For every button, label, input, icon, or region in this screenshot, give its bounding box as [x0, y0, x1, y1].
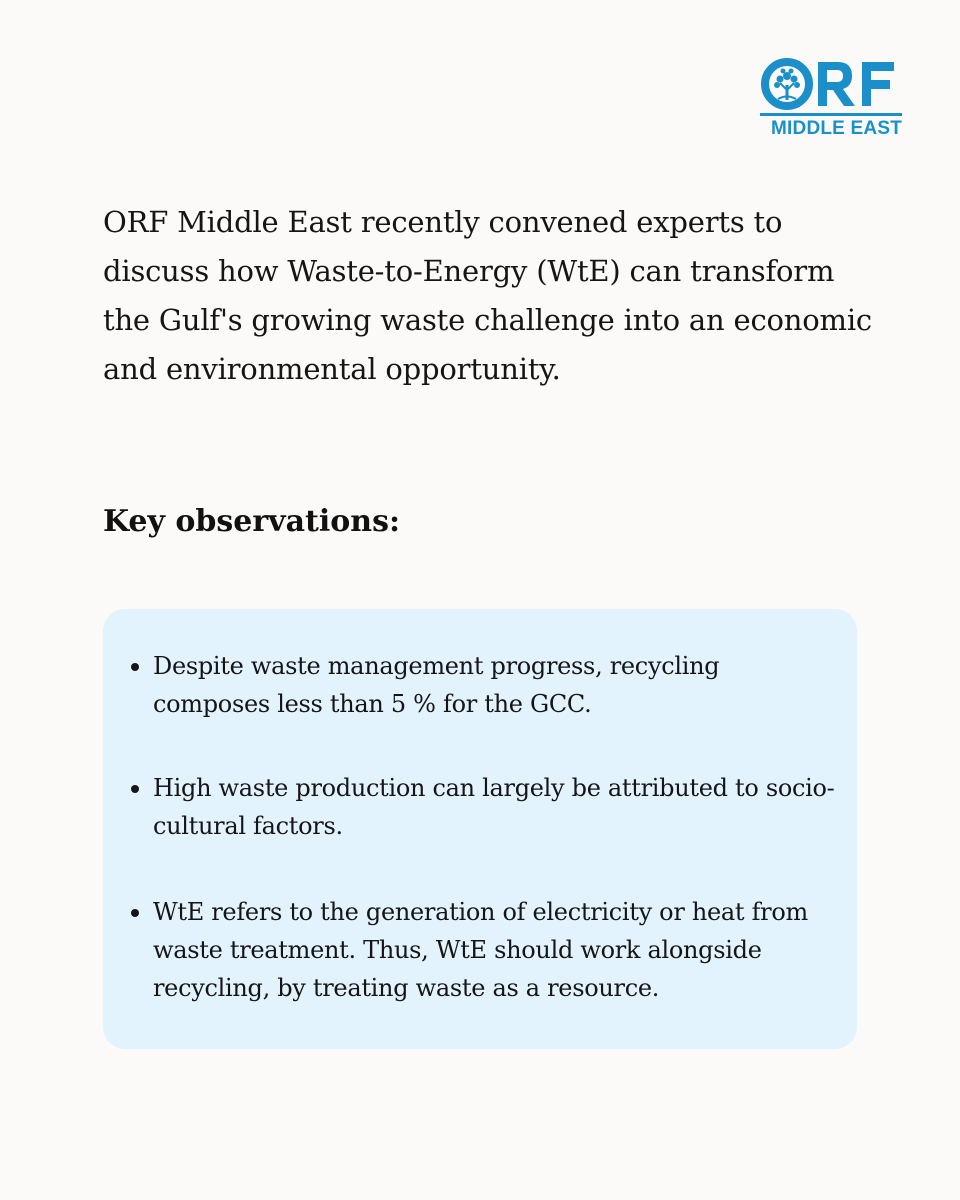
bullet-icon — [131, 909, 139, 917]
observation-text: Despite waste management progress, recycling composes less than 5 % for the GCC. — [153, 652, 720, 718]
key-observations-heading — [103, 500, 400, 544]
observation-item-1 — [153, 647, 843, 723]
tree-icon — [774, 69, 800, 101]
intro-paragraph: ORF Middle East recently convened experts to discuss how Waste-to-Energy (WtE) can transform the Gulf's growing waste challenge into an economic and environmental opportunity. — [103, 205, 872, 386]
logo-subtitle: MIDDLE EAST — [771, 118, 902, 139]
key-observations-title: Key observations — [103, 504, 389, 539]
key-observations-colon: : — [388, 504, 401, 539]
bullet-icon — [131, 663, 139, 671]
orf-logo-mark — [760, 55, 902, 113]
logo-divider — [760, 113, 902, 116]
observation-item-3 — [153, 893, 843, 1007]
bullet-icon — [131, 785, 139, 793]
observation-item-2 — [153, 769, 843, 845]
observation-text: High waste production can largely be attributed to socio-cultural factors. — [153, 774, 835, 840]
observations-card — [103, 609, 857, 1049]
observation-text: WtE refers to the generation of electricity or heat from waste treatment. Thus, WtE should work alongside recycling, by treating waste as a resource. — [153, 898, 808, 1002]
orf-logo — [760, 55, 902, 145]
